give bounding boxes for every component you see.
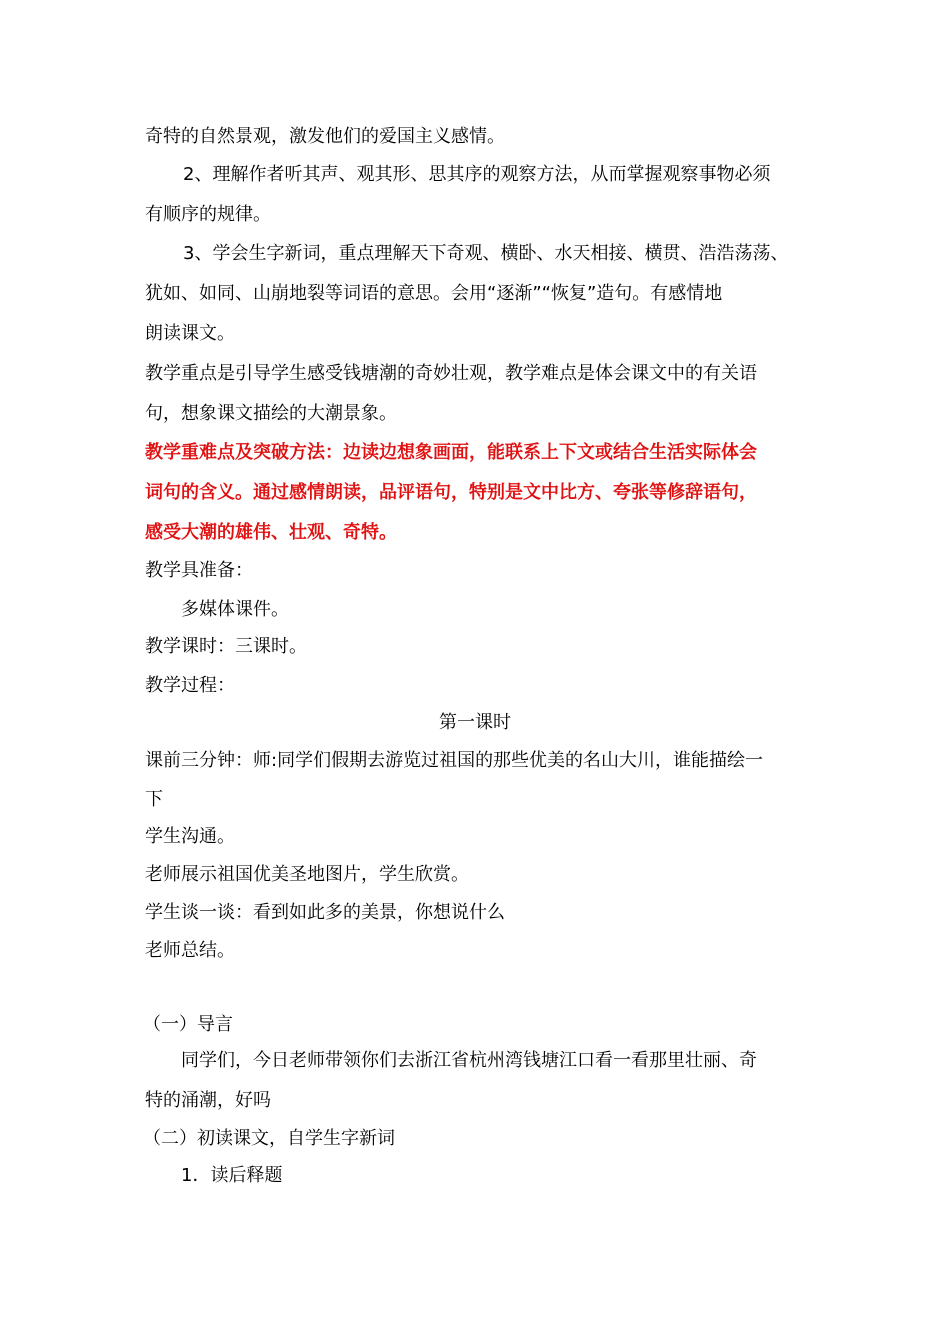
text-line: 课前三分钟：师:同学们假期去游览过祖国的那些优美的名山大川，谁能描绘一 bbox=[145, 750, 764, 771]
text-line: 老师总结。 bbox=[145, 940, 235, 961]
subsection-heading: （一）导言 bbox=[143, 1014, 233, 1035]
subsection-heading: （二）初读课文，自学生字新词 bbox=[143, 1128, 395, 1149]
text-line: 同学们，今日老师带领你们去浙江省杭州湾钱塘江口看一看那里壮丽、奇 bbox=[181, 1050, 757, 1071]
difficulty-method-line: 感受大潮的雄伟、壮观、奇特。 bbox=[145, 522, 397, 543]
teaching-process-heading: 教学过程： bbox=[145, 675, 235, 696]
objective-3-line: 3、学会生字新词，重点理解天下奇观、横卧、水天相接、横贯、浩浩荡荡、 bbox=[183, 243, 789, 264]
text-line: 句，想象课文描绘的大潮景象。 bbox=[145, 403, 397, 424]
text-line: 奇特的自然景观，激发他们的爱国主义感情。 bbox=[145, 126, 505, 147]
section-title: 第一课时 bbox=[439, 712, 511, 733]
objective-2-line: 2、理解作者听其声、观其形、思其序的观察方法，从而掌握观察事物必须 bbox=[183, 164, 771, 185]
teaching-aids-heading: 教学具准备： bbox=[145, 560, 253, 581]
text-line: 多媒体课件。 bbox=[181, 599, 289, 620]
list-item: 1．读后释题 bbox=[181, 1165, 283, 1186]
text-line: 老师展示祖国优美圣地图片，学生欣赏。 bbox=[145, 864, 469, 885]
teaching-focus-line: 教学重点是引导学生感受钱塘潮的奇妙壮观，教学难点是体会课文中的有关语 bbox=[145, 363, 757, 384]
text-line: 特的涌潮，好吗 bbox=[145, 1090, 271, 1111]
class-hours-line: 教学课时：三课时。 bbox=[145, 636, 307, 657]
difficulty-method-line: 教学重难点及突破方法：边读边想象画面，能联系上下文或结合生活实际体会 bbox=[145, 442, 757, 463]
text-line: 朗读课文。 bbox=[145, 323, 235, 344]
difficulty-method-line: 词句的含义。通过感情朗读，品评语句，特别是文中比方、夸张等修辞语句， bbox=[145, 482, 757, 503]
text-line: 下 bbox=[145, 789, 163, 810]
text-line: 学生沟通。 bbox=[145, 826, 235, 847]
text-line: 有顺序的规律。 bbox=[145, 204, 271, 225]
text-line: 学生谈一谈：看到如此多的美景，你想说什么 bbox=[145, 902, 505, 923]
text-line: 犹如、如同、山崩地裂等词语的意思。会用“逐渐”“恢复”造句。有感情地 bbox=[145, 283, 723, 304]
